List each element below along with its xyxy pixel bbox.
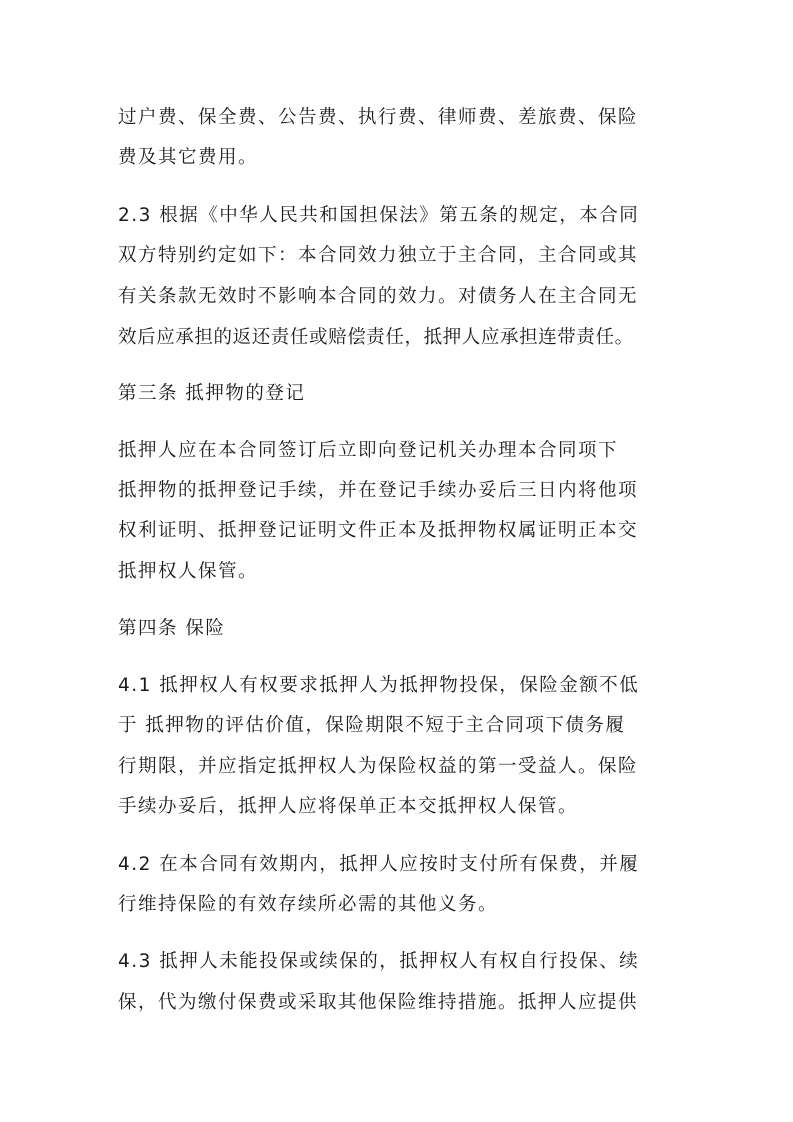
text-line: 4.3 抵押人未能投保或续保的，抵押权人有权自行投保、续	[118, 951, 640, 972]
text-line: 过户费、保全费、公告费、执行费、律师费、差旅费、保险	[118, 107, 639, 128]
text-line: 抵押权人保管。	[118, 561, 259, 582]
text-line: 手续办妥后，抵押人应将保单正本交抵押权人保管。	[118, 796, 579, 817]
text-line: 保，代为缴付保费或采取其他保险维持措施。抵押人应提供	[118, 992, 639, 1013]
text-line: 行维持保险的有效存续所必需的其他义务。	[118, 894, 499, 915]
section-heading: 第四条 保险	[118, 618, 226, 639]
text-line: 抵押物的抵押登记手续，并在登记手续办妥后三日内将他项	[118, 480, 639, 501]
text-line: 双方特别约定如下：本合同效力独立于主合同，主合同或其	[118, 245, 639, 266]
text-line: 2.3 根据《中华人民共和国担保法》第五条的规定，本合同	[118, 205, 640, 226]
text-line: 行期限，并应指定抵押权人为保险权益的第一受益人。保险	[118, 756, 639, 777]
text-line: 有关条款无效时不影响本合同的效力。对债务人在主合同无	[118, 286, 639, 307]
text-line: 于 抵押物的评估价值，保险期限不短于主合同项下债务履	[118, 715, 626, 736]
text-line: 效后应承担的返还责任或赔偿责任，抵押人应承担连带责任。	[118, 327, 634, 348]
text-line: 权利证明、抵押登记证明文件正本及抵押物权属证明正本交	[118, 520, 639, 541]
text-line: 4.2 在本合同有效期内，抵押人应按时支付所有保费，并履	[118, 854, 640, 875]
section-heading: 第三条 抵押物的登记	[118, 383, 306, 404]
text-line: 抵押人应在本合同签订后立即向登记机关办理本合同项下	[118, 440, 619, 461]
text-line: 4.1 抵押权人有权要求抵押人为抵押物投保，保险金额不低	[118, 675, 640, 696]
text-line: 费及其它费用。	[118, 147, 259, 168]
